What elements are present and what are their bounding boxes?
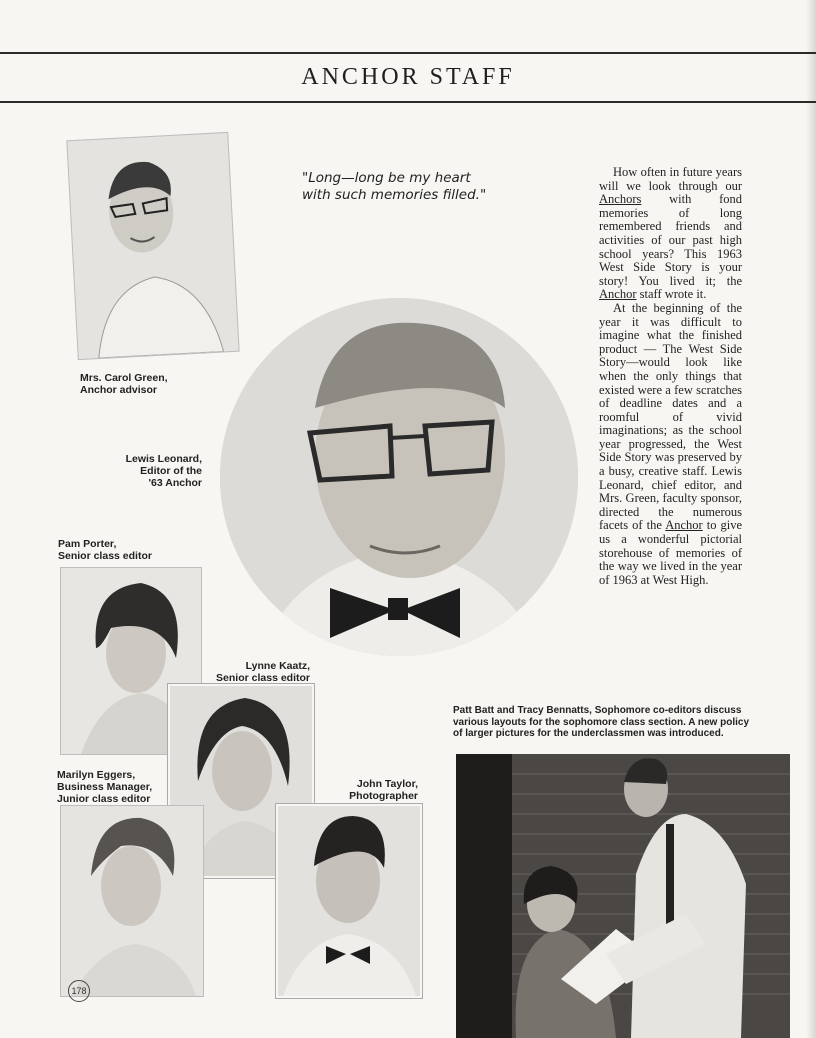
top-rule bbox=[0, 52, 816, 54]
caption-lynne-kaatz: Lynne Kaatz, Senior class editor bbox=[216, 660, 310, 684]
caption-marilyn-eggers: Marilyn Eggers, Business Manager, Junior class editor bbox=[57, 769, 153, 805]
page-number: 178 bbox=[68, 980, 90, 1002]
page-edge bbox=[806, 0, 816, 1038]
caption-carol-green: Mrs. Carol Green, Anchor advisor bbox=[80, 372, 168, 396]
caption-group-photo: Patt Batt and Tracy Bennatts, Sophomore co-editors discuss various layouts for the sophomore class section. A new policy of larger pictures for the underclassmen was introduced. bbox=[453, 705, 750, 739]
photo-carol-green bbox=[66, 132, 239, 360]
article-text bbox=[599, 166, 742, 587]
title-rule bbox=[0, 101, 816, 103]
page-title: ANCHOR STAFF bbox=[301, 64, 515, 90]
caption-lewis-leonard: Lewis Leonard, Editor of the '63 Anchor bbox=[125, 453, 202, 489]
caption-john-taylor: John Taylor, Photographer bbox=[349, 778, 418, 802]
article-paragraph-1: How often in future years will we look through our Anchors with fond memories of long remembered friends and activities of our past high school years? This 1963 West Side Story is your story! You lived it; the Anchor staff wrote it. bbox=[599, 165, 742, 302]
photo-john-taylor bbox=[276, 804, 422, 998]
article-paragraph-2: At the beginning of the year it was difficult to imagine what the finished product — The West Side Story—would look like when the only things that existed were a few scratches of deadline dates and a roomful of vivid imaginations; as the school year progressed, the West Side Story was preserved by a busy, creative staff. Lewis Leonard, chief editor, and Mrs. Green, faculty sponsor, directed the numerous facets of the Anchor to give us a wonderful pictorial storehouse of memories of the way we lived in the year of 1963 at West High. bbox=[599, 300, 743, 587]
photo-sophomore-editors bbox=[456, 754, 790, 1038]
quote: "Long—long be my heart with such memories filled." bbox=[302, 170, 487, 203]
caption-pam-porter: Pam Porter, Senior class editor bbox=[58, 538, 152, 562]
photo-marilyn-eggers bbox=[60, 805, 204, 997]
photo-lewis-leonard bbox=[220, 298, 578, 656]
